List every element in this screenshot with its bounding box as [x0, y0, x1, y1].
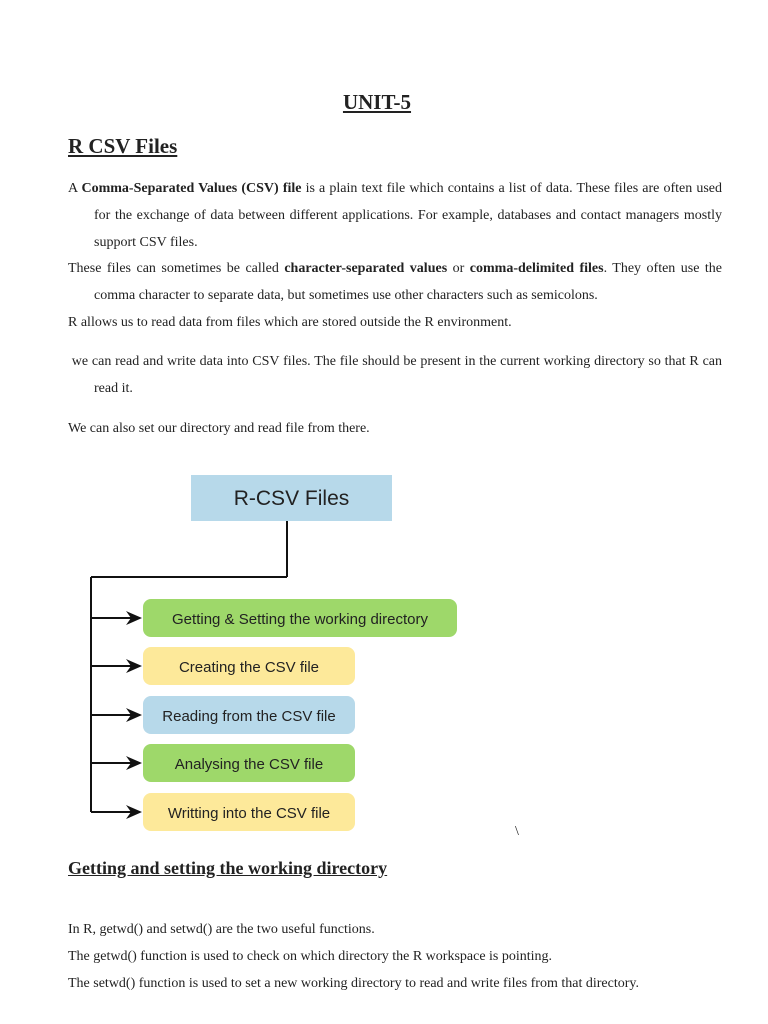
- diagram-root-label: R-CSV Files: [233, 487, 350, 510]
- diagram-item-label: Reading from the CSV file: [162, 708, 336, 725]
- para1-bold: Comma-Separated Values (CSV) file: [81, 181, 302, 196]
- diagram-item-label: Getting & Setting the working directory: [172, 611, 428, 628]
- stray-backslash: \: [515, 824, 519, 839]
- paragraph-read-outside: R allows us to read data from files which are stored outside the R environment.: [68, 315, 512, 330]
- subsection-title: Getting and setting the working directory: [68, 858, 388, 878]
- para2-pre: These files can sometimes be called: [68, 261, 285, 276]
- para2-bold2: comma-delimited files: [469, 261, 604, 276]
- para2-post: . They often use the comma character to separate data, but sometimes use other characters such as semicolons.: [94, 261, 723, 303]
- line-getwd: The getwd() function is used to check on which directory the R workspace is pointing.: [68, 949, 553, 964]
- paragraph-csv-names: [68, 255, 722, 309]
- diagram-item-label: Writting into the CSV file: [167, 805, 331, 822]
- para1-post: is a plain text file which contains a list of data. These files are often used for the exchange of data between different applications. For example, databases and contact managers mostly support CSV files.: [94, 181, 723, 250]
- paragraph-read-write: we can read and write data into CSV files. The file should be present in the current working directory so that R can read it.: [68, 354, 726, 396]
- paragraph-set-directory: We can also set our directory and read file from there.: [68, 421, 370, 436]
- csv-operations-diagram: [0, 470, 520, 840]
- para2-mid: or: [447, 261, 470, 276]
- unit-title: UNIT-5: [342, 90, 412, 114]
- diagram-item-label: Creating the CSV file: [178, 659, 320, 676]
- para1-pre: A: [68, 181, 82, 196]
- line-setwd: The setwd() function is used to set a new working directory to read and write files from that directory.: [68, 976, 639, 991]
- line-functions-intro: In R, getwd() and setwd() are the two useful functions.: [68, 922, 375, 937]
- para2-bold1: character-separated values: [284, 261, 448, 276]
- diagram-item-label: Analysing the CSV file: [174, 756, 324, 773]
- section-title: R CSV Files: [68, 134, 178, 158]
- paragraph-csv-definition: [68, 175, 722, 256]
